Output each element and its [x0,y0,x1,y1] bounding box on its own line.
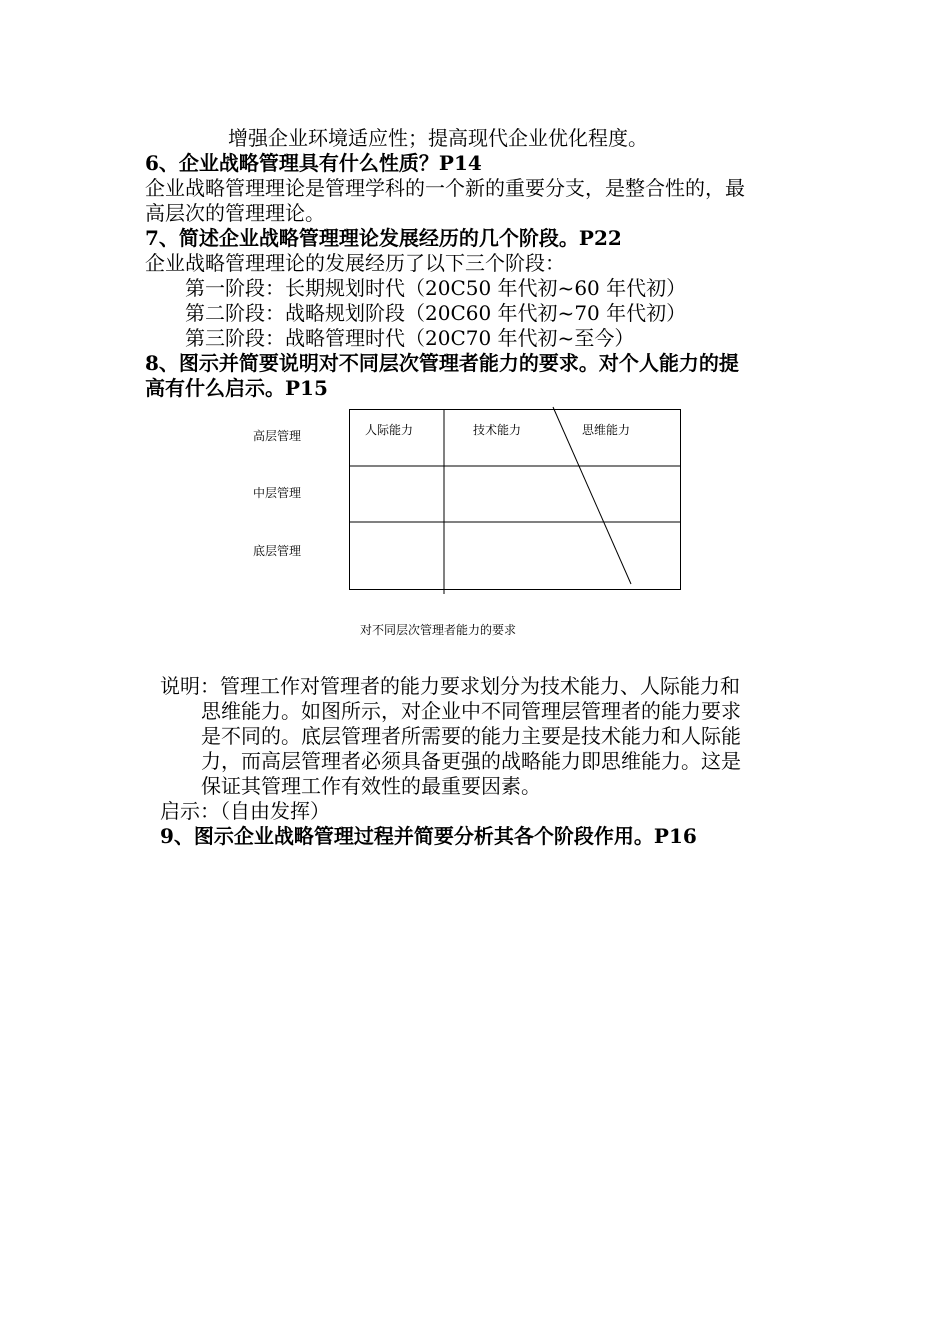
stage-3: 第三阶段：战略管理时代（20C70 年代初~至今） [185,326,635,350]
row-label-top: 高层管理 [253,429,302,443]
answer-7-intro: 企业战略管理理论的发展经历了以下三个阶段： [145,251,565,275]
question-8-heading-line-1: 8、图示并简要说明对不同层次管理者能力的要求。对个人能力的提 [145,351,739,375]
question-6-heading: 6、企业战略管理具有什么性质？P14 [145,151,482,175]
explanation-line-3: 是不同的。底层管理者所需要的能力主要是技术能力和人际能 [201,724,741,748]
explanation-line-5: 保证其管理工作有效性的最重要因素。 [201,774,541,798]
row-label-bottom: 底层管理 [253,544,302,558]
answer-6-line-2: 高层次的管理理论。 [145,201,325,225]
column-label-technical: 技术能力 [473,423,522,437]
explanation-line-1: 说明：管理工作对管理者的能力要求划分为技术能力、人际能力和 [160,674,740,698]
question-7-heading: 7、简述企业战略管理理论发展经历的几个阶段。P22 [145,226,622,250]
stage-2: 第二阶段：战略规划阶段（20C60 年代初~70 年代初） [185,301,687,325]
inspiration-line: 启示：（自由发挥） [160,799,330,823]
answer-6-line-1: 企业战略管理理论是管理学科的一个新的重要分支，是整合性的，最 [145,176,745,200]
line-1: 增强企业环境适应性；提高现代企业优化程度。 [228,126,648,150]
question-8-heading-line-2: 高有什么启示。P15 [145,376,328,400]
stage-1: 第一阶段：长期规划时代（20C50 年代初~60 年代初） [185,276,687,300]
explanation-line-4: 力，而高层管理者必须具备更强的战略能力即思维能力。这是 [201,749,741,773]
column-label-conceptual: 思维能力 [582,423,631,437]
row-label-middle: 中层管理 [253,486,302,500]
question-9-heading: 9、图示企业战略管理过程并简要分析其各个阶段作用。P16 [160,824,697,848]
explanation-line-2: 思维能力。如图所示，对企业中不同管理层管理者的能力要求 [201,699,741,723]
column-label-interpersonal: 人际能力 [365,423,414,437]
diagram-caption: 对不同层次管理者能力的要求 [360,623,517,637]
